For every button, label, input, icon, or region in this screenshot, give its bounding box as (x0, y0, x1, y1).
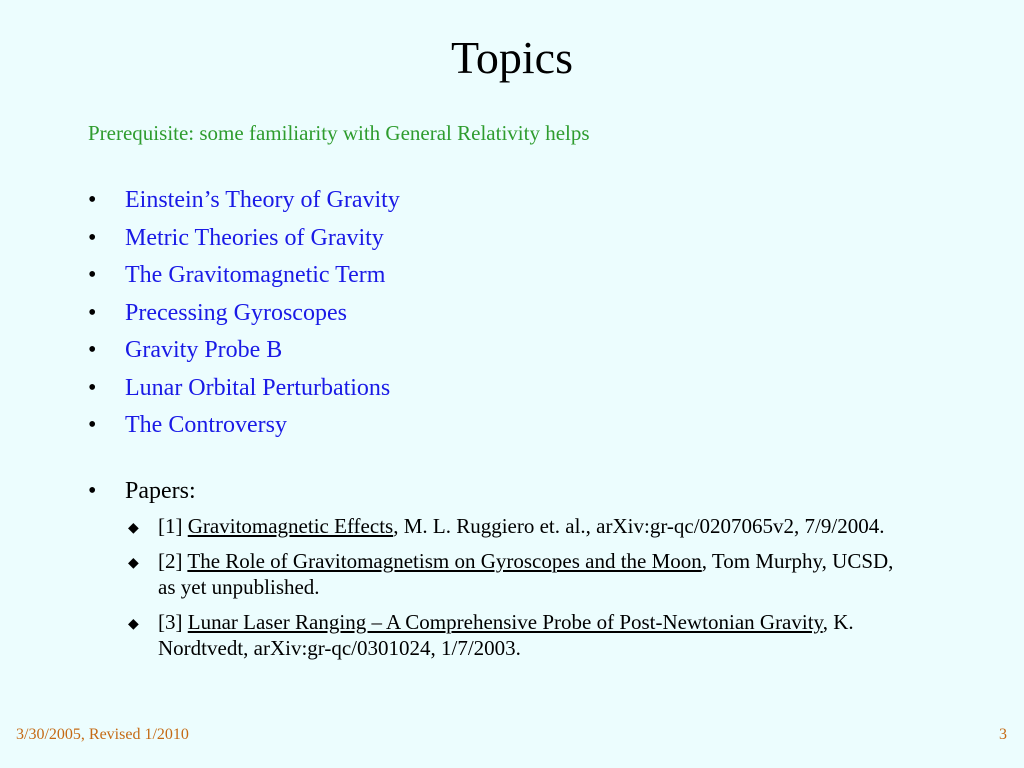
topic-label: Metric Theories of Gravity (125, 224, 384, 251)
paper-item (88, 548, 898, 600)
bullet-icon: • (88, 299, 97, 326)
topic-label: The Gravitomagnetic Term (125, 262, 386, 288)
bullet-icon: • (88, 187, 97, 213)
papers-heading (88, 473, 908, 509)
bullet-icon: • (88, 224, 97, 251)
papers-section (88, 473, 908, 670)
topic-label: Gravity Probe B (125, 337, 283, 363)
footer-date: 3/30/2005, Revised 1/2010 (16, 726, 189, 743)
paper-ref: [2] (158, 549, 183, 573)
diamond-bullet-icon: ◆ (128, 521, 139, 536)
paper-ref: [1] (158, 514, 183, 538)
page-number: 3 (999, 726, 1007, 743)
diamond-bullet-icon: ◆ (128, 617, 139, 632)
paper-link[interactable]: Gravitomagnetic Effects (187, 514, 394, 538)
paper-details: , Tom Murphy, UCSD, as yet unpublished. (158, 549, 894, 599)
topic-label: The Controversy (125, 412, 287, 438)
bullet-icon: • (88, 412, 97, 438)
prerequisite-note: Prerequisite: some familiarity with General Relativity helps (88, 121, 590, 145)
paper-link[interactable]: Lunar Laser Ranging – A Comprehensive Probe of Post-Newtonian Gravity (187, 610, 823, 634)
paper-item (88, 513, 898, 539)
topic-label: Lunar Orbital Perturbations (125, 374, 391, 401)
paper-details: , M. L. Ruggiero et. al., arXiv:gr-qc/0207065v2, 7/9/2004. (393, 514, 885, 538)
bullet-icon: • (88, 337, 97, 363)
paper-ref: [3] (158, 610, 183, 634)
paper-list (88, 513, 908, 661)
bullet-icon: • (88, 262, 97, 288)
bullet-icon: • (88, 374, 97, 401)
papers-heading-label: Papers: (125, 478, 196, 504)
slide-title: Topics (451, 32, 573, 83)
diamond-bullet-icon: ◆ (128, 556, 139, 571)
topic-label: Precessing Gyroscopes (125, 299, 347, 326)
bullet-icon: • (88, 478, 97, 504)
paper-details: , K. Nordtvedt, arXiv:gr-qc/0301024, 1/7/2003. (158, 610, 854, 660)
paper-item (88, 609, 898, 661)
paper-link[interactable]: The Role of Gravitomagnetism on Gyroscopes and the Moon (187, 549, 702, 573)
topic-label: Einstein’s Theory of Gravity (125, 187, 400, 213)
